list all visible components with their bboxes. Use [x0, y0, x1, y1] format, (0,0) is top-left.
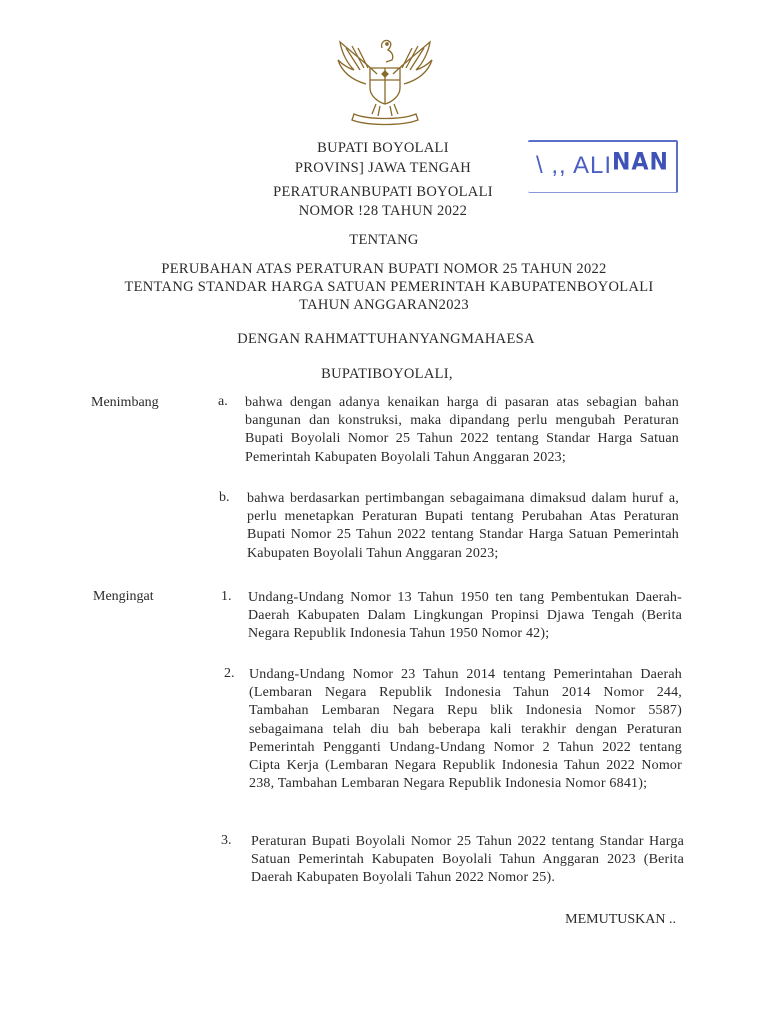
mengingat-item-2-text: Undang-Undang Nomor 23 Tahun 2014 tentang Pemerintahan Daerah (Lembaran Negara Republik Indonesia Tahun 2014 Nomor 244, Tambahan Lembaran Negara Repu blik Indonesia Nomor 5587) sebagaimana telah diu bah beberapa kali terakhir dengan Peraturan Pemerintah Pengganti Undang-Undang Nomor 2 Tahun 2022 tentang Cipta Kerja (Lembaran Negara Republik Indonesia Tahun 2022 Nomor 238, Tambahan Lembaran Negara Republik Indonesia Nomor 6841);: [249, 667, 682, 792]
next-page-catchword: MEMUTUSKAN ..: [565, 912, 676, 927]
mengingat-item-1-text: Undang-Undang Nomor 13 Tahun 1950 ten tang Pembentukan Daerah-Daerah Kabupaten Dalam Lingkungan Propinsi Djawa Tengah (Berita Negara Republik Indonesia Tahun 1950 Nomor 42);: [248, 590, 682, 642]
title-line-2: TENTANG STANDAR HARGA SATUAN PEMERINTAH KABUPATENBOYOLALI: [124, 279, 654, 295]
menimbang-item-a-text: bahwa dengan adanya kenaikan harga di pasaran atas sebagian bahan bangunan dan konstruksi, maka dipandang perlu mengubah Peraturan Bupati Boyolali Nomor 25 Tahun 2022 tentang Standar Harga Satuan Pemerintah Kabupaten Boyolali Tahun Anggaran 2023;: [245, 395, 679, 465]
mengingat-item-1-marker: 1.: [221, 589, 232, 604]
title-line-3: TAHUN ANGGARAN2023: [299, 297, 469, 313]
section-label-menimbang: Menimbang: [91, 395, 159, 410]
mengingat-item-3-text: Peraturan Bupati Boyolali Nomor 25 Tahun 2022 tentang Standar Harga Satuan Pemerintah Kabupaten Boyolali Tahun Anggaran 2023 (Berita Daerah Kabupaten Boyolali Tahun 2022 Nomor 25).: [251, 834, 684, 886]
stamp-text-suffix: NAN: [612, 148, 669, 177]
header-peraturan: PERATURANBUPATI BOYOLALI: [273, 184, 493, 200]
mengingat-item-2-marker: 2.: [224, 666, 235, 681]
header-bupati: BUPATI BOYOLALI: [317, 140, 449, 156]
preamble-bupati: BUPATIBOYOLALI,: [321, 366, 453, 382]
stamp-text-prefix: \ ,, ALI: [536, 152, 613, 179]
title-line-1: PERUBAHAN ATAS PERATURAN BUPATI NOMOR 25 TAHUN 2022: [161, 261, 607, 277]
menimbang-item-b-text: bahwa berdasarkan pertimbangan sebagaimana dimaksud dalam huruf a, perlu menetapkan Peraturan Bupati tentang Perubahan Atas Peraturan Bupati Nomor 25 Tahun 2022 tentang Standar Harga Satuan Pemerintah Kabupaten Boyolali Tahun Anggaran 2023;: [247, 491, 679, 561]
header-tentang: TENTANG: [349, 232, 419, 248]
preamble-rahmat: DENGAN RAHMATTUHANYANGMAHAESA: [237, 331, 535, 347]
menimbang-item-a-marker: a.: [218, 394, 228, 409]
garuda-emblem-icon: [332, 34, 438, 126]
mengingat-item-3-marker: 3.: [221, 833, 232, 848]
header-nomor: NOMOR !28 TAHUN 2022: [298, 203, 468, 219]
menimbang-item-b-marker: b.: [219, 490, 230, 505]
header-provinsi: PROVINS] JAWA TENGAH: [294, 160, 472, 176]
section-label-mengingat: Mengingat: [93, 589, 154, 604]
